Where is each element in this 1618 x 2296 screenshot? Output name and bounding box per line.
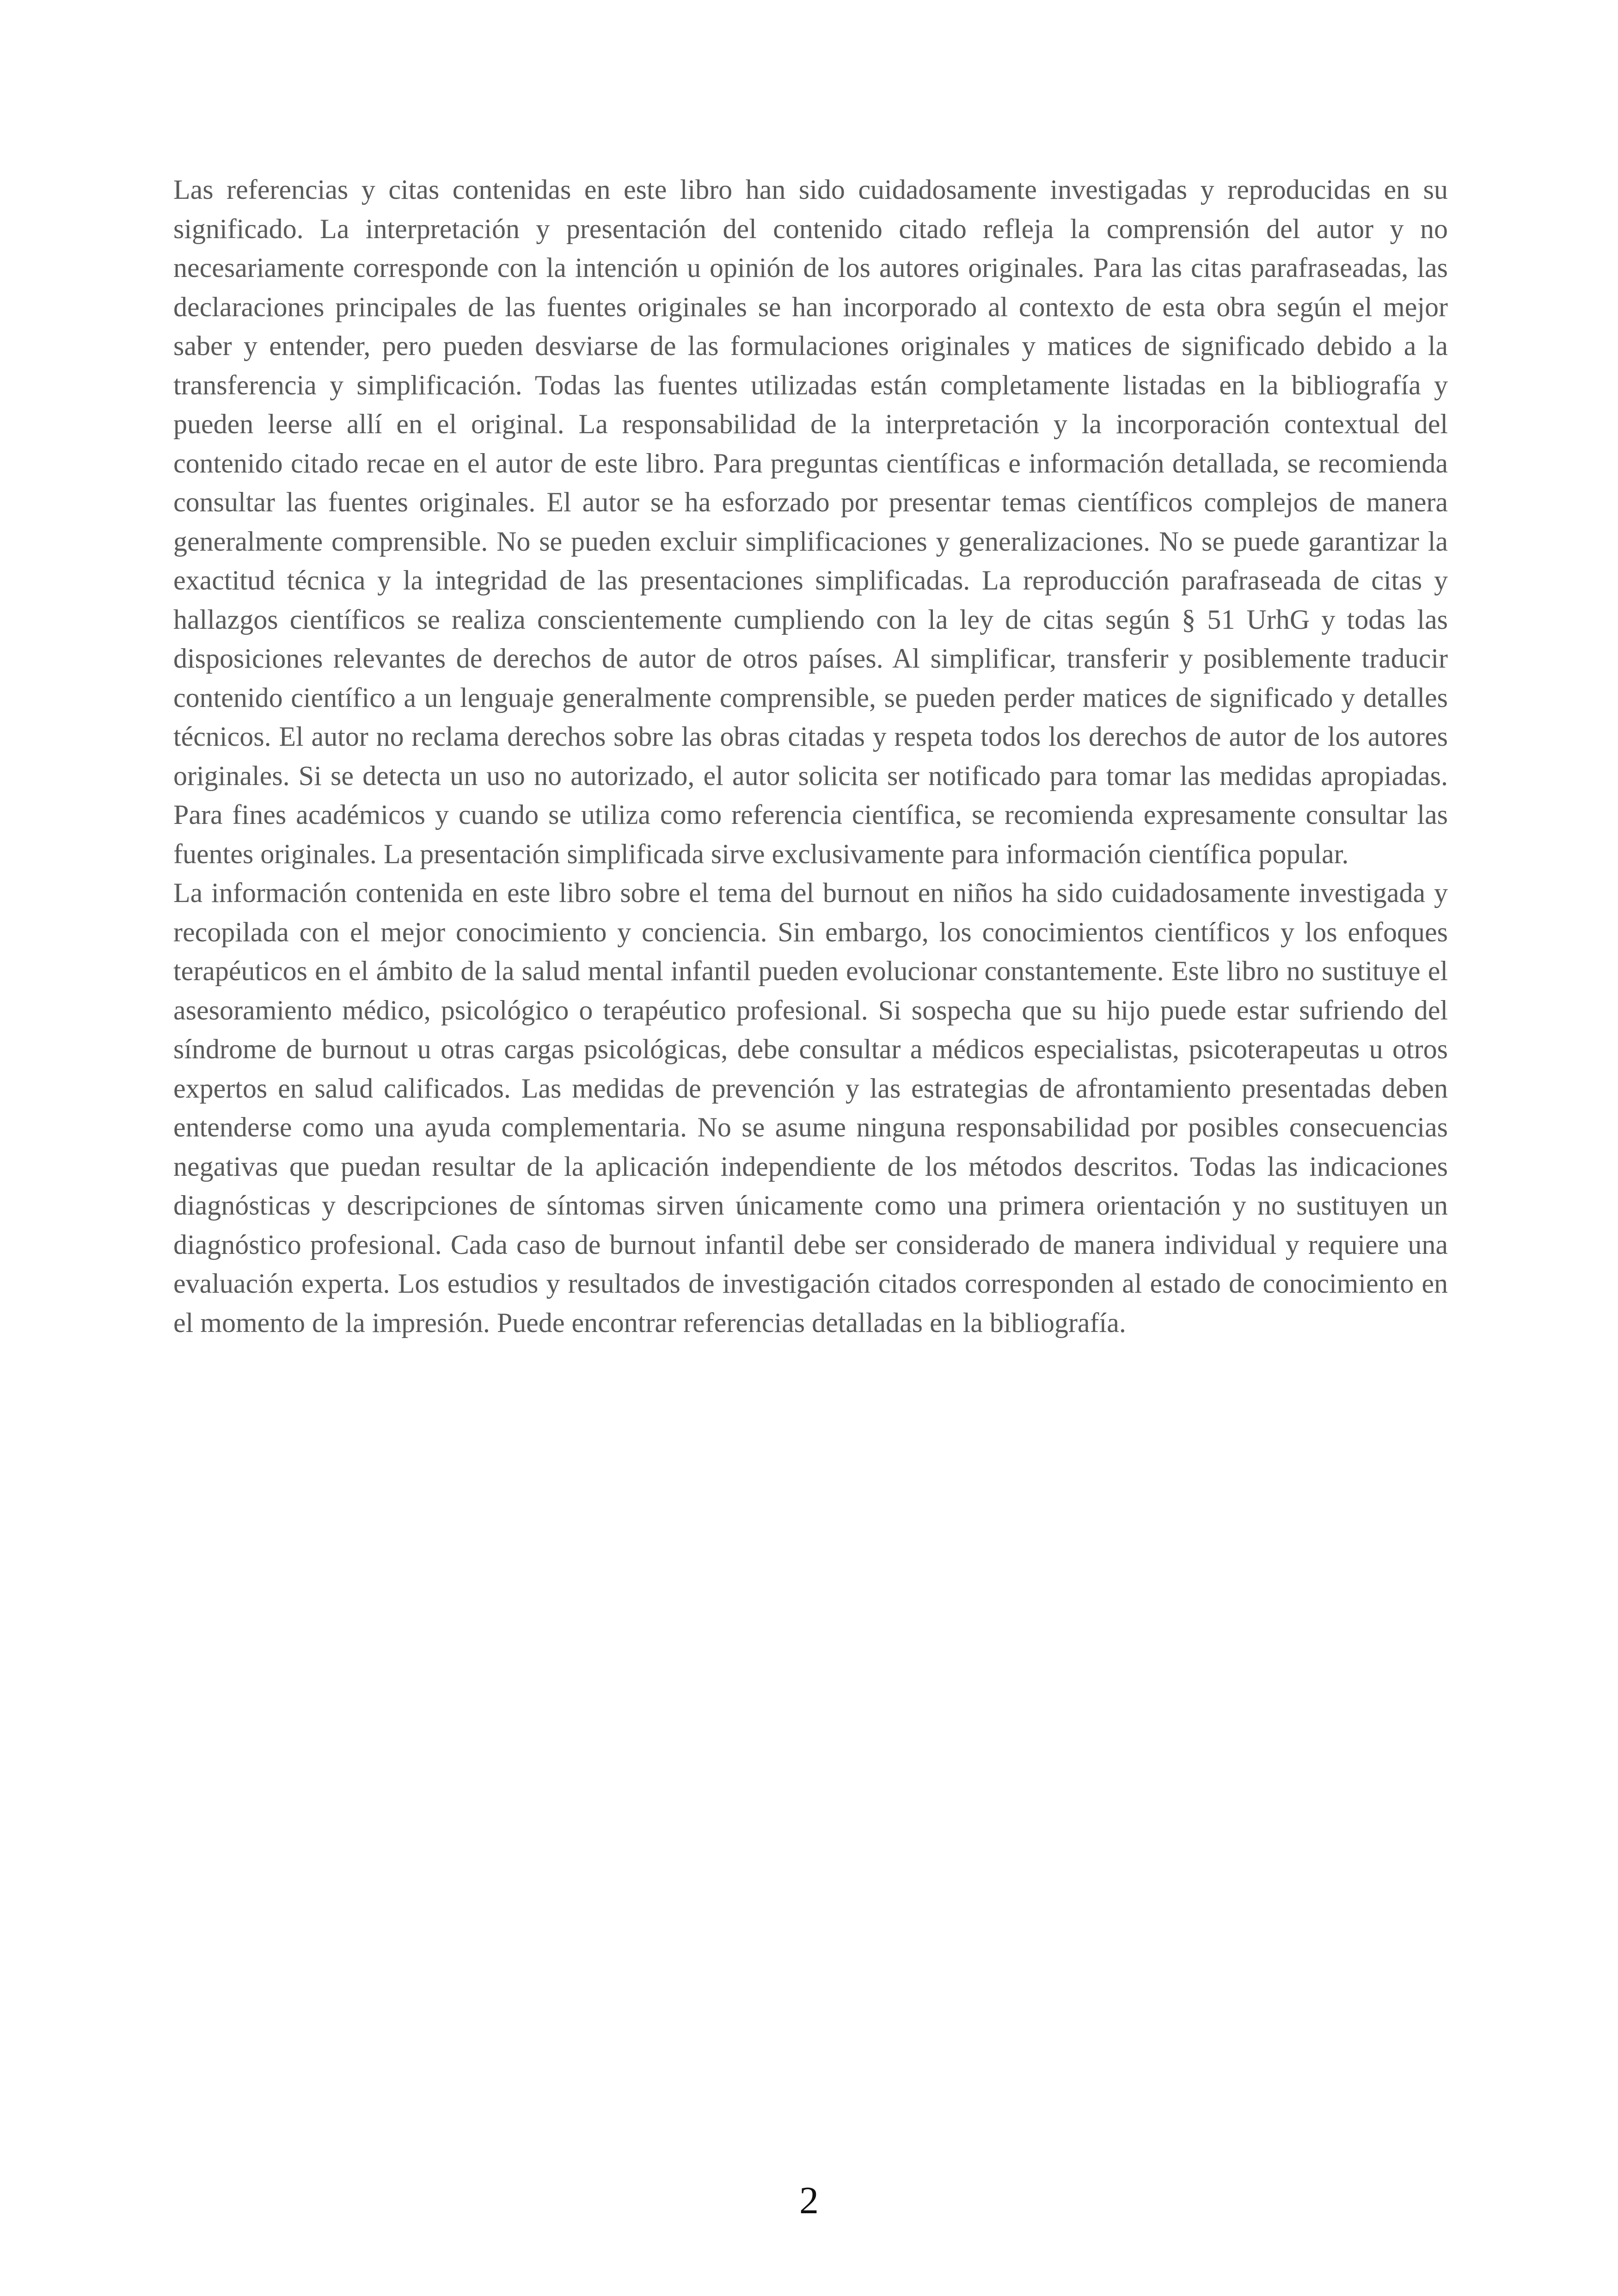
page-number: 2 [799, 2179, 819, 2222]
paragraph-citations-disclaimer: Las referencias y citas contenidas en este libro han sido cuidadosamente investigadas y reproducidas en su significado. La interpretación y presentación del contenido citado refleja la comprensión del autor y no necesariamente corresponde con la intención u opinión de los autores originales. Para las citas parafraseadas, las declaraciones principales de las fuentes originales se han incorporado al contexto de esta obra según el mejor saber y entender, pero pueden desviarse de las formulaciones originales y matices de significado debido a la transferencia y simplificación. Todas las fuentes utilizadas están completamente listadas en la bibliografía y pueden leerse allí en el original. La responsabilidad de la interpretación y la incorporación contextual del contenido citado recae en el autor de este libro. Para preguntas científicas e información detallada, se recomienda consultar las fuentes originales. El autor se ha esforzado por presentar temas científicos complejos de manera generalmente comprensible. No se pueden excluir simplificaciones y generalizaciones. No se puede garantizar la exactitud técnica y la integridad de las presentaciones simplificadas. La reproducción parafraseada de citas y hallazgos científicos se realiza conscientemente cumpliendo con la ley de citas según § 51 UrhG y todas las disposiciones relevantes de derechos de autor de otros países. Al simplificar, transferir y posiblemente traducir contenido científico a un lenguaje generalmente comprensible, se pueden perder matices de significado y detalles técnicos. El autor no reclama derechos sobre las obras citadas y respeta todos los derechos de autor de los autores originales. Si se detecta un uso no autorizado, el autor solicita ser notificado para tomar las medidas apropiadas. Para fines académicos y cuando se utiliza como referencia científica, se recomienda expresamente consultar las fuentes originales. La presentación simplificada sirve exclusivamente para información científica popular. [173, 174, 1448, 869]
body-text [173, 170, 1448, 1342]
paragraph-medical-disclaimer: La información contenida en este libro sobre el tema del burnout en niños ha sido cuidadosamente investigada y recopilada con el mejor conocimiento y conciencia. Sin embargo, los conocimientos científicos y los enfoques terapéuticos en el ámbito de la salud mental infantil pueden evolucionar constantemente. Este libro no sustituye el asesoramiento médico, psicológico o terapéutico profesional. Si sospecha que su hijo puede estar sufriendo del síndrome de burnout u otras cargas psicológicas, debe consultar a médicos especialistas, psicoterapeutas u otros expertos en salud calificados. Las medidas de prevención y las estrategias de afrontamiento presentadas deben entenderse como una ayuda complementaria. No se asume ninguna responsabilidad por posibles consecuencias negativas que puedan resultar de la aplicación independiente de los métodos descritos. Todas las indicaciones diagnósticas y descripciones de síntomas sirven únicamente como una primera orientación y no sustituyen un diagnóstico profesional. Cada caso de burnout infantil debe ser considerado de manera individual y requiere una evaluación experta. Los estudios y resultados de investigación citados corresponden al estado de conocimiento en el momento de la impresión. Puede encontrar referencias detalladas en la bibliografía. [173, 878, 1448, 1338]
